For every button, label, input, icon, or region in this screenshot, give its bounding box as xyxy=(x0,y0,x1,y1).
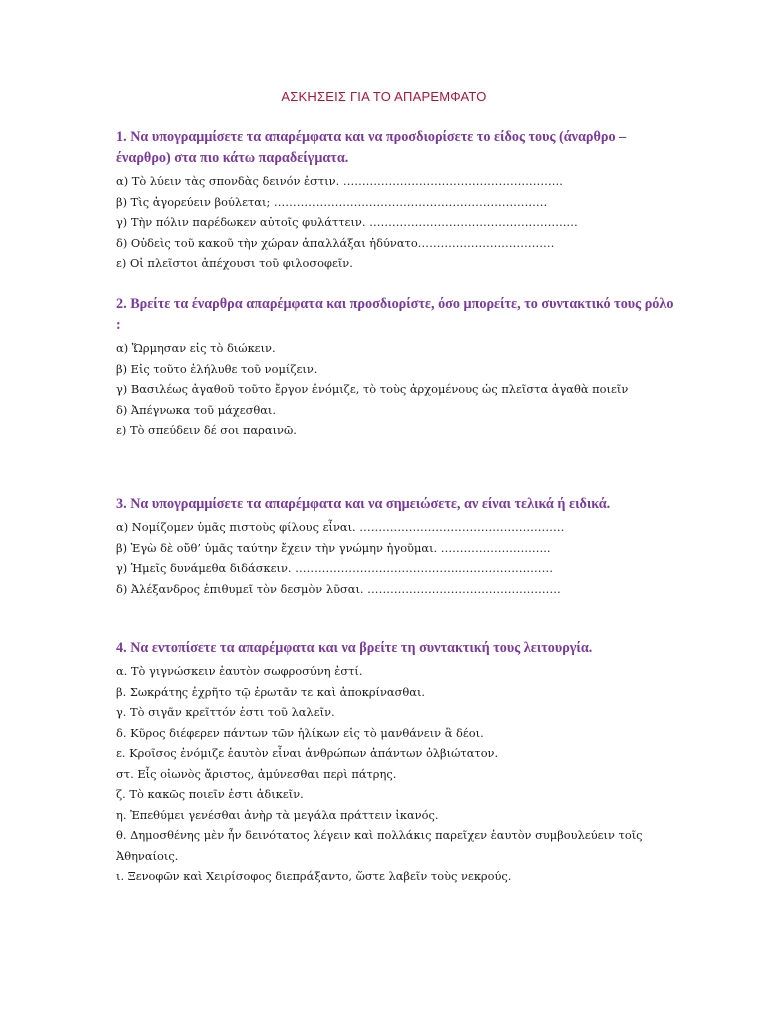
exercise-1-heading: 1. Να υπογραμμίσετε τα απαρέμφατα και να προσδιορίσετε το είδος τους (άναρθρο – έναρθρο) στα πιο κάτω παραδείγματα. xyxy=(116,129,627,166)
exercise-1-item: γ) Τὴν πόλιν παρέδωκεν αὐτοῖς φυλάττειν. …………………………………………….… xyxy=(116,215,578,229)
exercise-2-item: δ) Ἀπέγνωκα τοῦ μάχεσθαι. xyxy=(116,402,277,417)
exercise-4-item: α. Τὸ γιγνώσκειν ἑαυτὸν σωφροσύνη ἐστί. xyxy=(116,664,363,678)
exercise-4-item: δ. Κῦρος διέφερεν πάντων τῶν ἡλίκων εἰς τὸ μανθάνειν ἃ δέοι. xyxy=(116,725,484,740)
exercise-1-item: α) Τὸ λύειν τὰς σπονδὰς δεινόν ἐστιν. …………………………………………………. xyxy=(116,174,563,188)
exercise-3-item: γ) Ἡμεῖς δυνάμεθα διδάσκειν. ……………………………………..…………………… xyxy=(116,561,553,575)
exercise-1-item: ε) Οἱ πλεῖστοι ἀπέχουσι τοῦ φιλοσοφεῖν. xyxy=(116,256,353,270)
exercise-1-item: β) Τὶς ἀγορεύειν βούλεται; ……………………………………………………………… xyxy=(116,194,548,209)
exercise-1-item: δ) Οὐδεὶς τοῦ κακοῦ τὴν χώραν ἀπαλλάξαι ἠδύνατο……………………………… xyxy=(116,235,555,250)
exercise-2 xyxy=(116,294,676,441)
exercise-1 xyxy=(116,127,676,274)
exercise-2-item: ε) Τὸ σπεύδειν δέ σοι παραινῶ. xyxy=(116,423,297,437)
exercise-4-item: θ. Δημοσθένης μὲν ἦν δεινότατος λέγειν καὶ πολλάκις παρεῖχεν ἑαυτὸν συμβουλεύειν τοῖς Ἀθηναίοις. xyxy=(116,828,643,863)
exercise-4-item: β. Σωκράτης ἐχρῆτο τῷ ἐρωτᾶν τε καὶ ἀποκρίνασθαι. xyxy=(116,684,426,699)
exercise-4-item: γ. Τὸ σιγᾶν κρεῖττόν ἐστι τοῦ λαλεῖν. xyxy=(116,705,335,719)
exercise-2-item: β) Εἰς τοῦτο ἐλήλυθε τοῦ νομίζειν. xyxy=(116,361,318,376)
exercise-2-item: α) Ὥρμησαν εἰς τὸ διώκειν. xyxy=(116,341,276,355)
exercise-2-heading: 2. Βρείτε τα έναρθρα απαρέμφατα και προσδιορίστε, όσο μπορείτε, το συντακτικό τους ρόλο : xyxy=(116,296,674,333)
exercise-3-item: α) Νομίζομεν ὑμᾶς πιστοὺς φίλους εἶναι. ……………………………………………… xyxy=(116,520,565,534)
exercise-4-item: ζ. Τὸ κακῶς ποιεῖν ἐστι ἀδικεῖν. xyxy=(116,787,304,801)
exercise-2-item: γ) Βασιλέως ἀγαθοῦ τοῦτο ἔργον ἐνόμιζε, τὸ τοὺς ἀρχομένους ὡς πλεῖστα ἀγαθὰ ποιεῖν xyxy=(116,382,629,396)
exercise-3-item: δ) Ἀλέξανδρος ἐπιθυμεῖ τὸν δεσμὸν λῦσαι. …………………………………………… xyxy=(116,581,561,596)
exercise-4-item: ε. Κροῖσος ἐνόμιζε ἑαυτὸν εἶναι ἀνθρώπων ἁπάντων ὀλβιώτατον. xyxy=(116,746,499,760)
document-title: ΑΣΚΗΣΕΙΣ ΓΙΑ ΤΟ ΑΠΑΡΕΜΦΑΤΟ xyxy=(281,89,487,104)
exercise-4-item: στ. Εἷς οἰωνὸς ἄριστος, ἀμύνεσθαι περὶ πάτρης. xyxy=(116,766,397,781)
exercise-4-item: η. Ἐπεθύμει γενέσθαι ἀνὴρ τὰ μεγάλα πράττειν ἱκανός. xyxy=(116,807,439,822)
exercise-3-heading: 3. Να υπογραμμίσετε τα απαρέμφατα και να σημειώσετε, αν είναι τελικά ή ειδικά. xyxy=(116,496,611,512)
exercise-4-item: ι. Ξενοφῶν καὶ Χειρίσοφος διεπράξαντο, ὥστε λαβεῖν τοὺς νεκρούς. xyxy=(116,869,512,883)
exercise-4-heading: 4. Να εντοπίσετε τα απαρέμφατα και να βρείτε τη συντακτική τους λειτουργία. xyxy=(116,640,593,656)
exercise-3-item: β) Ἐγὼ δὲ οὔθ’ ὑμᾶς ταύτην ἔχειν τὴν γνώμην ἡγοῦμαι. ……………………….. xyxy=(116,540,551,555)
exercise-4 xyxy=(116,638,676,887)
exercise-3 xyxy=(116,494,676,599)
